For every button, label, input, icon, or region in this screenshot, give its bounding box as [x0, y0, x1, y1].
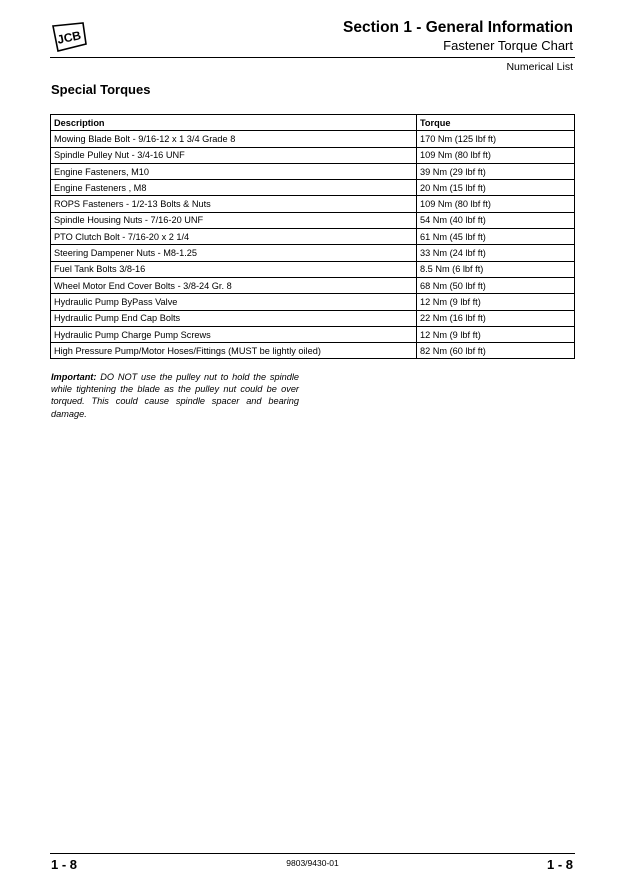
table-row — [51, 310, 575, 326]
torque-cell: 109 Nm (80 lbf ft) — [417, 196, 575, 212]
torque-cell: 20 Nm (15 lbf ft) — [417, 180, 575, 196]
table-row — [51, 163, 575, 179]
table-row — [51, 212, 575, 228]
torque-cell: 61 Nm (45 lbf ft) — [417, 229, 575, 245]
table-row — [51, 343, 575, 359]
description-cell: Steering Dampener Nuts - M8-1.25 — [51, 245, 417, 261]
list-label: Numerical List — [506, 61, 573, 73]
description-cell: ROPS Fasteners - 1/2-13 Bolts & Nuts — [51, 196, 417, 212]
torque-table — [50, 114, 575, 359]
table-row — [51, 131, 575, 147]
header-divider — [50, 57, 575, 58]
table-row — [51, 180, 575, 196]
torque-cell: 109 Nm (80 lbf ft) — [417, 147, 575, 163]
table-header-row — [51, 115, 575, 131]
important-note — [51, 371, 299, 420]
jcb-logo-text: JCB — [55, 28, 83, 47]
chapter-subtitle: Fastener Torque Chart — [443, 38, 573, 53]
description-cell: Engine Fasteners , M8 — [51, 180, 417, 196]
table-row — [51, 147, 575, 163]
description-cell: High Pressure Pump/Motor Hoses/Fittings (MUST be lightly oiled) — [51, 343, 417, 359]
description-cell: Spindle Pulley Nut - 3/4-16 UNF — [51, 147, 417, 163]
torque-cell: 12 Nm (9 lbf ft) — [417, 326, 575, 342]
description-cell: Fuel Tank Bolts 3/8-16 — [51, 261, 417, 277]
description-cell: Engine Fasteners, M10 — [51, 163, 417, 179]
torque-cell: 170 Nm (125 lbf ft) — [417, 131, 575, 147]
table-row — [51, 261, 575, 277]
jcb-logo — [50, 22, 88, 52]
description-cell: Hydraulic Pump Charge Pump Screws — [51, 326, 417, 342]
table-row — [51, 245, 575, 261]
description-cell: Mowing Blade Bolt - 9/16-12 x 1 3/4 Grade 8 — [51, 131, 417, 147]
table-row — [51, 277, 575, 293]
description-cell: PTO Clutch Bolt - 7/16-20 x 2 1/4 — [51, 229, 417, 245]
important-label: Important: — [51, 372, 97, 382]
description-cell: Wheel Motor End Cover Bolts - 3/8-24 Gr. 8 — [51, 277, 417, 293]
torque-cell: 22 Nm (16 lbf ft) — [417, 310, 575, 326]
torque-cell: 12 Nm (9 lbf ft) — [417, 294, 575, 310]
description-cell: Spindle Housing Nuts - 7/16-20 UNF — [51, 212, 417, 228]
torque-cell: 8.5 Nm (6 lbf ft) — [417, 261, 575, 277]
torque-cell: 39 Nm (29 lbf ft) — [417, 163, 575, 179]
document-number: 9803/9430-01 — [286, 858, 339, 868]
torque-cell: 54 Nm (40 lbf ft) — [417, 212, 575, 228]
section-title-header: Section 1 - General Information — [343, 19, 573, 36]
description-cell: Hydraulic Pump ByPass Valve — [51, 294, 417, 310]
torque-cell: 68 Nm (50 lbf ft) — [417, 277, 575, 293]
page-number-right: 1 - 8 — [546, 857, 573, 872]
page-title: Special Torques — [51, 82, 151, 97]
important-text: DO NOT use the pulley nut to hold the spindle while tightening the blade as the pulley nut could be over torqued. This could cause spindle spacer and bearing damage. — [51, 372, 299, 419]
table-row — [51, 229, 575, 245]
description-cell: Hydraulic Pump End Cap Bolts — [51, 310, 417, 326]
table-row — [51, 196, 575, 212]
footer-divider — [50, 853, 575, 854]
column-header-description: Description — [51, 115, 417, 131]
column-header-torque: Torque — [417, 115, 575, 131]
torque-cell: 82 Nm (60 lbf ft) — [417, 343, 575, 359]
table-row — [51, 294, 575, 310]
torque-cell: 33 Nm (24 lbf ft) — [417, 245, 575, 261]
page-number-left: 1 - 8 — [51, 857, 78, 872]
table-row — [51, 326, 575, 342]
